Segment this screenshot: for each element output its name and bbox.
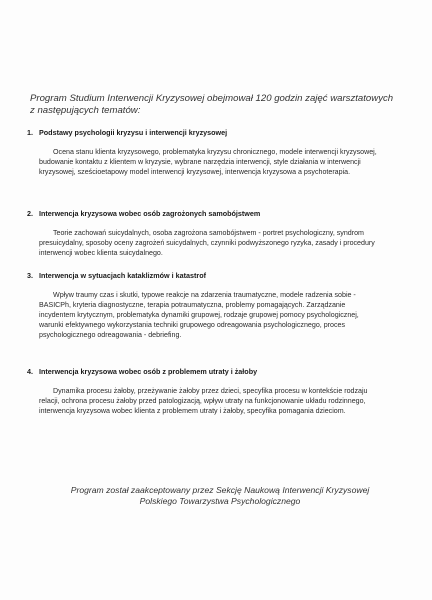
section-4-heading: Interwencja kryzysowa wobec osób z problemem utraty i żałoby <box>39 367 258 376</box>
section-4-title <box>27 367 407 377</box>
section-3-number: 3. <box>27 271 33 280</box>
section-1-title <box>27 128 407 138</box>
section-2-body: Teorie zachowań suicydalnych, osoba zagrożona samobójstwem - portret psychologiczny, syndrom presuicydalny, sposoby oceny zagrożeń suicydalnych, czynniki podwyższonego ryzyka, zasady i procedury interwencji wobec klienta suicydalnego. <box>39 229 375 257</box>
section-4-number: 4. <box>27 367 33 376</box>
section-4-body: Dynamika procesu żałoby, przeżywanie żałoby przez dzieci, specyfika procesu w kontekście rodzaju relacji, ochrona procesu żałoby przed patologizacją, wpływ utraty na funkcjonowanie układu rodzinnego, interwencja kryzysowa wobec klienta z problemem utraty i żałoby, specyfika pomagania dzieciom. <box>39 387 368 415</box>
section-2-title <box>27 209 407 219</box>
section-4 <box>27 367 407 416</box>
footer-line-2: Polskiego Towarzystwa Psychologicznego <box>139 496 301 506</box>
footer-line-1: Program został zaakceptowany przez Sekcję Naukową Interwencji Kryzysowej <box>70 485 370 495</box>
section-2 <box>27 209 407 258</box>
footer-note <box>40 485 400 507</box>
section-3-title <box>27 271 407 281</box>
section-2-heading: Interwencja kryzysowa wobec osób zagrożonych samobójstwem <box>39 209 261 218</box>
section-1-body: Ocena stanu klienta kryzysowego, problematyka kryzysu chronicznego, modele interwencji kryzysowej, budowanie kontaktu z klientem w kryzysie, wybrane narzędzia interwencji, style działania w interwencji kryzysowej, sześcioetapowy model interwencji kryzysowej, interwencja kryzysowa a psychoterapia. <box>39 148 377 176</box>
section-3-heading: Interwencja w sytuacjach kataklizmów i katastrof <box>39 271 206 280</box>
section-1-heading: Podstawy psychologii kryzysu i interwencji kryzysowej <box>39 128 228 137</box>
section-3 <box>27 271 407 340</box>
section-1 <box>27 128 407 177</box>
section-1-number: 1. <box>27 128 33 137</box>
section-3-body: Wpływ traumy czas i skutki, typowe reakcje na zdarzenia traumatyczne, modele radzenia sobie - BASICPh, kryteria diagnostyczne, terapia potraumatyczna, problemy pomagających. Zarządzanie incydentem krytycznym, problematyka dynamiki grupowej, rodzaje grupowej pomocy psychologicznej, warunki efektywnego wykorzystania techniki grupowego odreagowania psychologicznego, proces psychologicznego odreagowania - debriefing. <box>39 291 359 339</box>
intro-text: Program Studium Interwencji Kryzysowej obejmował 120 godzin zajęć warsztatowych z następujących tematów: <box>30 93 394 116</box>
section-2-number: 2. <box>27 209 33 218</box>
